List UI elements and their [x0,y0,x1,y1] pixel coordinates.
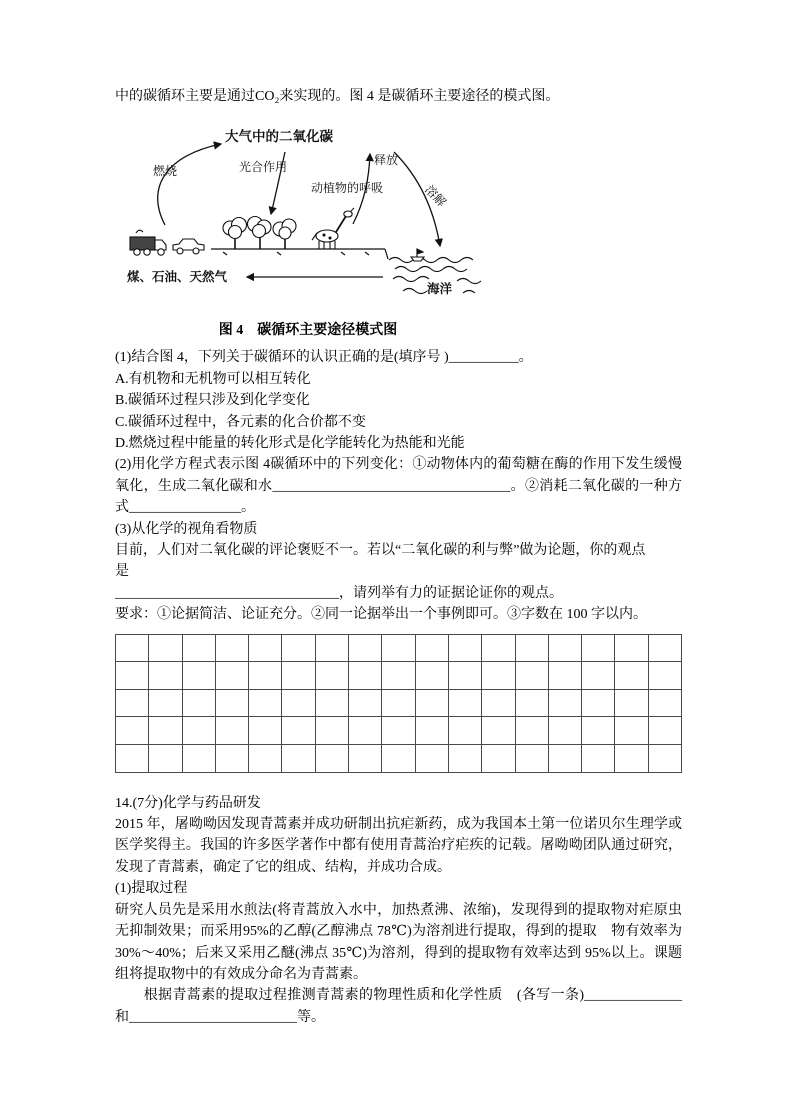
q13-option-a: A.有机物和无机物可以相互转化 [115,371,311,387]
writing-grid-cell [548,634,582,663]
writing-grid-row [115,661,682,690]
writing-grid-cell [248,744,282,773]
writing-grid-cell [215,661,249,690]
writing-grid-cell [548,661,582,690]
q14-part1-question: 根据青蒿素的提取过程推测青蒿素的物理性质和化学性质 (各写一条)______________和________________________等。 [115,988,682,1025]
writing-grid-cell [481,689,515,718]
writing-grid-cell [448,689,482,718]
writing-grid-cell [248,716,282,745]
writing-grid-cell [448,744,482,773]
writing-grid-cell [315,716,349,745]
writing-grid-cell [381,744,415,773]
writing-grid-cell [415,689,449,718]
writing-grid-cell [281,744,315,773]
writing-grid-cell [348,689,382,718]
writing-grid-cell [448,716,482,745]
writing-grid-cell [148,634,182,663]
car-icon [173,239,204,254]
writing-grid-cell [415,634,449,663]
ground-line [211,249,388,259]
burning-label: 燃烧 [153,164,178,179]
writing-grid-cell [481,744,515,773]
writing-grid-cell [581,689,615,718]
writing-grid-cell [281,661,315,690]
trees-icon [223,217,296,250]
q14-intro: 2015 年，屠呦呦因发现青蒿素并成功研制出抗疟新药，成为我国本土第一位诺贝尔生理学或医学奖得主。我国的许多医学著作中都有使用青蒿治疗疟疾的记载。屠呦呦团队通过研究，发现了青蒿素，确定了它的组成、结构，并成功合成。 [115,817,682,875]
writing-grid-cell [348,744,382,773]
writing-grid-cell [348,716,382,745]
q13-part3-line2: 是 [115,564,129,580]
writing-grid-cell [381,716,415,745]
writing-grid-cell [515,661,549,690]
writing-grid-cell [448,634,482,663]
q13-part3-title: (3)从化学的视角看物质 [115,521,258,537]
writing-grid-cell [614,634,648,663]
q13-option-b: B.碳循环过程只涉及到化学变化 [115,393,310,409]
writing-grid-cell [415,661,449,690]
writing-grid-cell [515,689,549,718]
writing-grid-cell [581,744,615,773]
writing-grid-cell [614,716,648,745]
writing-grid-cell [648,661,682,690]
writing-grid-cell [215,634,249,663]
writing-grid-cell [281,634,315,663]
writing-grid-cell [648,689,682,718]
respiration-label: 动植物的呼吸 [311,181,384,196]
figure-4 [127,121,489,341]
writing-grid-row [115,689,682,718]
writing-grid-cell [182,716,216,745]
intro-text: 中的碳循环主要是通过CO₂来实现的。图 4 是碳循环主要途径的模式图。 [115,89,560,104]
writing-grid-cell [315,744,349,773]
writing-grid-cell [182,744,216,773]
writing-grid-cell [415,744,449,773]
writing-grid-cell [614,744,648,773]
writing-grid-cell [614,689,648,718]
writing-grid-cell [281,689,315,718]
writing-grid-cell [248,634,282,663]
writing-grid-cell [581,661,615,690]
writing-grid-cell [148,661,182,690]
ocean-label: 海洋 [427,282,453,297]
fossil-fuels-label: 煤、石油、天然气 [127,270,228,285]
photosynthesis-label: 光合作用 [239,160,288,175]
writing-grid-cell [348,634,382,663]
figure-caption: 图 4 碳循环主要途径模式图 [218,323,398,339]
giraffe-icon [312,208,354,249]
writing-grid-cell [548,716,582,745]
writing-grid-cell [481,661,515,690]
q13-option-d: D.燃烧过程中能量的转化形式是化学能转化为热能和光能 [115,436,465,452]
writing-grid-cell [148,744,182,773]
writing-grid-cell [315,661,349,690]
writing-grid-cell [381,689,415,718]
writing-grid-cell [381,661,415,690]
q13-part3-blank-line: ________________________________，请列举有力的证据论证你的观点。 [115,585,563,601]
writing-grid-cell [481,634,515,663]
writing-grid-cell [448,661,482,690]
writing-grid-cell [548,744,582,773]
writing-grid-cell [381,634,415,663]
writing-grid-row [115,716,682,745]
writing-grid-cell [581,716,615,745]
writing-grid-cell [515,744,549,773]
writing-grid-cell [548,689,582,718]
writing-grid [115,634,682,773]
q14-title: 14.(7分)化学与药品研发 [115,795,261,811]
coal-truck-icon [130,231,166,256]
writing-grid-cell [215,744,249,773]
release-label: 释放 [374,153,399,168]
writing-grid-cell [515,634,549,663]
writing-grid-cell [481,716,515,745]
q14-part1-text: 研究人员先是采用水煎法(将青蒿放入水中，加热煮沸、浓缩)，发现得到的提取物对疟原虫无抑制效果；而采用95%的乙醇(乙醇沸点 78℃)为溶剂进行提取，得到的提取 物有效率为 30%～40%；后来又采用乙醚(沸点 35℃)为溶剂，得到的提取物有效率达到 95%以上。课题组将提取物中的有效成分命名为青蒿素。 [115,902,682,982]
writing-grid-cell [415,716,449,745]
writing-grid-cell [182,661,216,690]
writing-grid-cell [115,716,149,745]
q13-part3-line1: 目前，人们对二氧化碳的评论褒贬不一。若以“二氧化碳的利与弊”做为论题，你的观点 [115,543,646,559]
q13-part3-requirements: 要求：①论据简洁、论证充分。②同一论据举出一个事例即可。③字数在 100 字以内。 [115,607,647,623]
writing-grid-cell [281,716,315,745]
writing-grid-cell [248,689,282,718]
writing-grid-cell [148,716,182,745]
q13-part2-prompt: (2)用化学方程式表示图 4碳循环中的下列变化：①动物体内的葡萄糖在酶的作用下发生缓慢氧化，生成二氧化碳和水__________________________________。②消耗二氧化碳的一种方式________________。 [115,457,682,516]
q13-part1-prompt: (1)结合图 4，下列关于碳循环的认识正确的是(填序号 )__________。 [115,350,533,366]
writing-grid-cell [581,634,615,663]
document-page [115,0,682,1028]
writing-grid-cell [115,689,149,718]
writing-grid-cell [182,689,216,718]
co2-label: 大气中的二氧化碳 [225,129,333,145]
burning-arrow [158,144,221,225]
writing-grid-cell [315,689,349,718]
writing-grid-cell [115,744,149,773]
writing-grid-cell [115,661,149,690]
q14-part1-title: (1)提取过程 [115,881,188,897]
carbon-cycle-diagram [127,121,489,319]
writing-grid-cell [348,661,382,690]
writing-grid-row [115,744,682,773]
writing-grid-cell [182,634,216,663]
writing-grid-cell [148,689,182,718]
writing-grid-cell [215,689,249,718]
writing-grid-cell [648,744,682,773]
writing-grid-cell [614,661,648,690]
q13-option-c: C.碳循环过程中，各元素的化合价都不变 [115,414,366,430]
writing-grid-cell [115,634,149,663]
writing-grid-cell [515,716,549,745]
dissolve-label: 溶解 [422,182,449,210]
writing-grid-row [115,634,682,663]
writing-grid-cell [215,716,249,745]
writing-grid-cell [648,716,682,745]
writing-grid-cell [248,661,282,690]
boat-icon [411,249,424,261]
writing-grid-cell [648,634,682,663]
writing-grid-cell [315,634,349,663]
